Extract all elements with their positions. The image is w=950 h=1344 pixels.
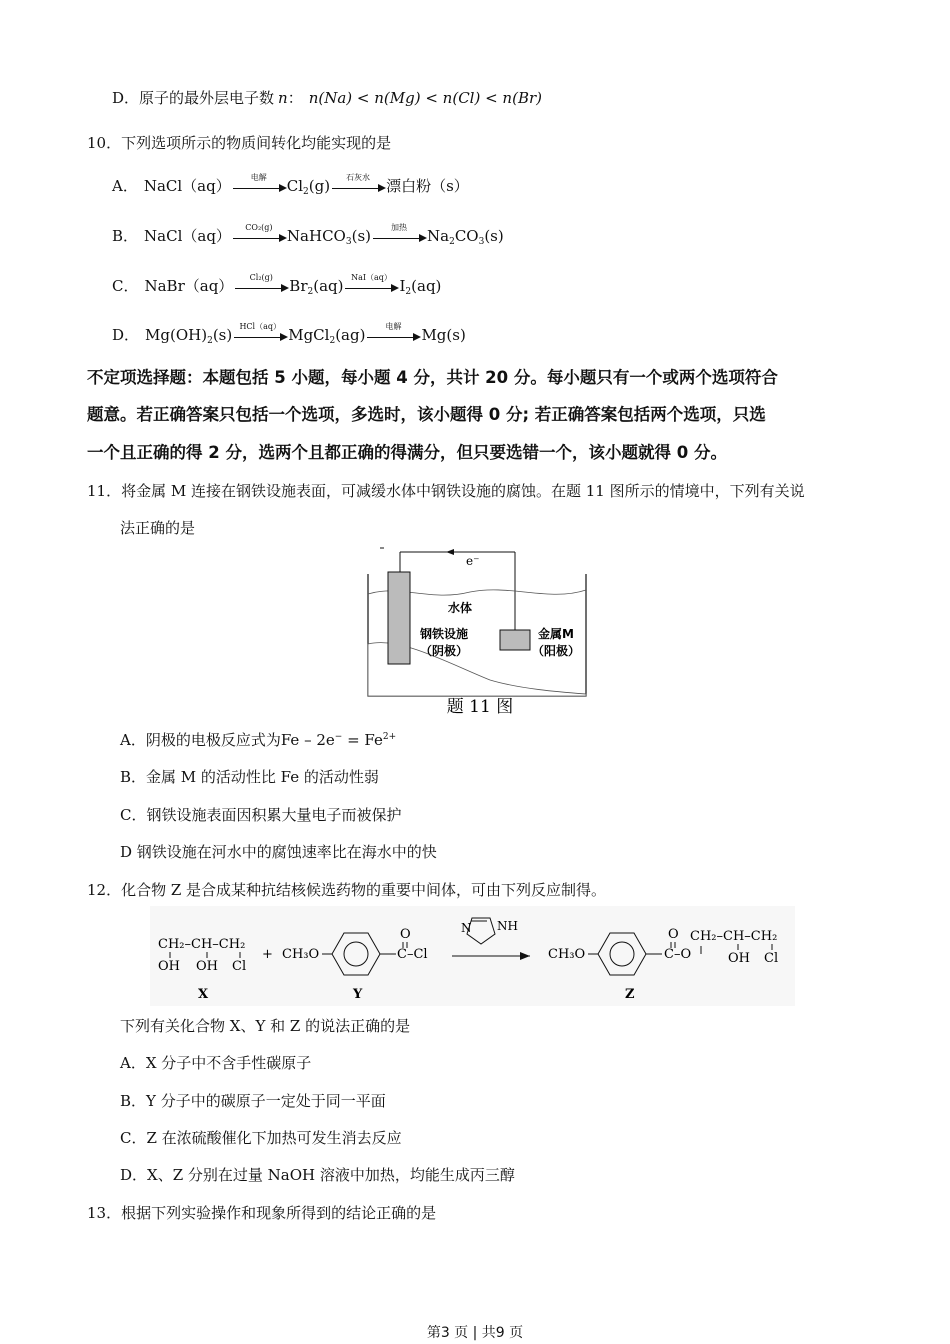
water-label: 水体 <box>447 601 473 615</box>
z-methoxy: CH₃O <box>548 947 586 962</box>
q13-stem: 13．根据下列实验操作和现象所得到的结论正确的是 <box>87 1204 437 1222</box>
metal-m-label: 金属M <box>538 627 574 641</box>
reaction-arrow: 石灰水 <box>330 176 386 196</box>
x-cl: Cl <box>232 959 247 974</box>
reaction-arrow: CO₂(g) <box>231 226 287 246</box>
section-instructions-line-3: 一个且正确的得 2 分，选两个且都正确的得满分，但只要选错一个，该小题就得 0 分。 <box>87 443 727 462</box>
z-oh: OH <box>728 951 750 966</box>
steel-label: 钢铁设施 <box>419 627 469 641</box>
q11-option-c: C．钢铁设施表面因积累大量电子而被保护 <box>120 806 402 824</box>
z-cl: Cl <box>764 951 779 966</box>
q11-stem: 11．将金属 M 连接在钢铁设施表面，可减缓水体中钢铁设施的腐蚀。在题 11 图所示的情境中，下列有关说 <box>87 482 805 500</box>
electron-arrow-icon <box>446 549 454 555</box>
q12-option-a: A．X 分子中不含手性碳原子 <box>120 1054 312 1072</box>
reaction-arrow: Cl₂(g) <box>233 276 289 296</box>
q10-option-c: C． NaBr（aq） Cl₂(g) $Br_2(aq)$ NaI（aq） $I_2(aq)$ <box>112 273 442 297</box>
metal-m-block <box>500 630 530 650</box>
reaction-arrow: 加热 <box>371 226 427 246</box>
x-oh-1: OH <box>158 959 180 974</box>
section-instructions-line-1: 不定项选择题：本题包括 5 小题，每小题 4 分，共计 20 分。每小题只有一个或两个选项符合 <box>87 368 778 387</box>
corrosion-diagram <box>360 544 600 720</box>
y-methoxy: CH₃O <box>282 947 320 962</box>
q10-option-a: A． NaCl（aq） 电解 $Cl_2(g)$ 石灰水 漂白粉（s） <box>112 173 469 197</box>
electron-label: e⁻ <box>466 554 480 568</box>
q12-stem: 12．化合物 Z 是合成某种抗结核候选药物的重要中间体，可由下列反应制得。 <box>87 881 607 899</box>
z-carbonyl-o: O <box>668 927 679 942</box>
section-instructions-line-2: 题意。若正确答案只包括一个选项，多选时，该小题得 0 分; 若正确答案包括两个选项，只选 <box>87 405 766 424</box>
x-chain: CH₂–CH–CH₂ <box>158 937 246 952</box>
x-label: X <box>198 987 209 1002</box>
q9-option-d: D．原子的最外层电子数 n： n(Na) < n(Mg) < n(Cl) < n(Br) <box>112 89 542 107</box>
q11-stem-cont: 法正确的是 <box>120 519 196 537</box>
plus-sign: + <box>262 947 273 962</box>
cathode-label: （阴极） <box>419 644 469 658</box>
reaction-arrow: HCl（aq） <box>232 325 288 345</box>
y-label: Y <box>353 987 363 1002</box>
q11-option-a: A．阴极的电极反应式为$Fe - 2e^- = Fe^{2+}$ <box>120 731 397 749</box>
q10-option-d: D． $Mg(OH)_2(s)$ HCl（aq） MgCl$_2$(ag) 电解 Mg(s) <box>112 322 466 346</box>
figure-caption: 题 11 图 <box>446 697 514 717</box>
imidazole-nh: NH <box>497 919 518 933</box>
z-chain: CH₂–CH–CH₂ <box>690 929 778 944</box>
q11-option-d: D 钢铁设施在河水中的腐蚀速率比在海水中的快 <box>120 843 437 861</box>
q12-option-c: C．Z 在浓硫酸催化下加热可发生消去反应 <box>120 1129 402 1147</box>
q11-option-b: B．金属 M 的活动性比 Fe 的活动性弱 <box>120 768 379 786</box>
reaction-arrow: 电解 <box>231 176 287 196</box>
q12-option-d: D．X、Z 分别在过量 NaOH 溶液中加热，均能生成丙三醇 <box>120 1166 515 1184</box>
q10-stem: 10．下列选项所示的物质间转化均能实现的是 <box>87 134 392 152</box>
q10-option-b: B． NaCl（aq） CO₂(g) NaHCO$_3$(s) 加热 $Na_2CO_3(s)$ <box>112 223 504 247</box>
y-acyl-chloride: C–Cl <box>397 947 428 962</box>
z-ester: C–O <box>664 947 692 962</box>
steel-facility <box>388 572 410 664</box>
page-footer: 第3 页 | 共9 页 <box>426 1325 524 1341</box>
z-label: Z <box>625 987 635 1002</box>
anode-label: （阳极） <box>531 644 581 658</box>
imidazole-n: N <box>461 921 472 935</box>
reaction-arrow: NaI（aq） <box>343 276 399 296</box>
q12-option-b: B．Y 分子中的碳原子一定处于同一平面 <box>120 1092 386 1110</box>
reaction-arrow: 电解 <box>365 325 421 345</box>
q12-sub-stem: 下列有关化合物 X、Y 和 Z 的说法正确的是 <box>120 1017 411 1035</box>
reaction-scheme <box>150 906 795 1006</box>
y-carbonyl-o: O <box>400 927 411 942</box>
x-oh-2: OH <box>196 959 218 974</box>
